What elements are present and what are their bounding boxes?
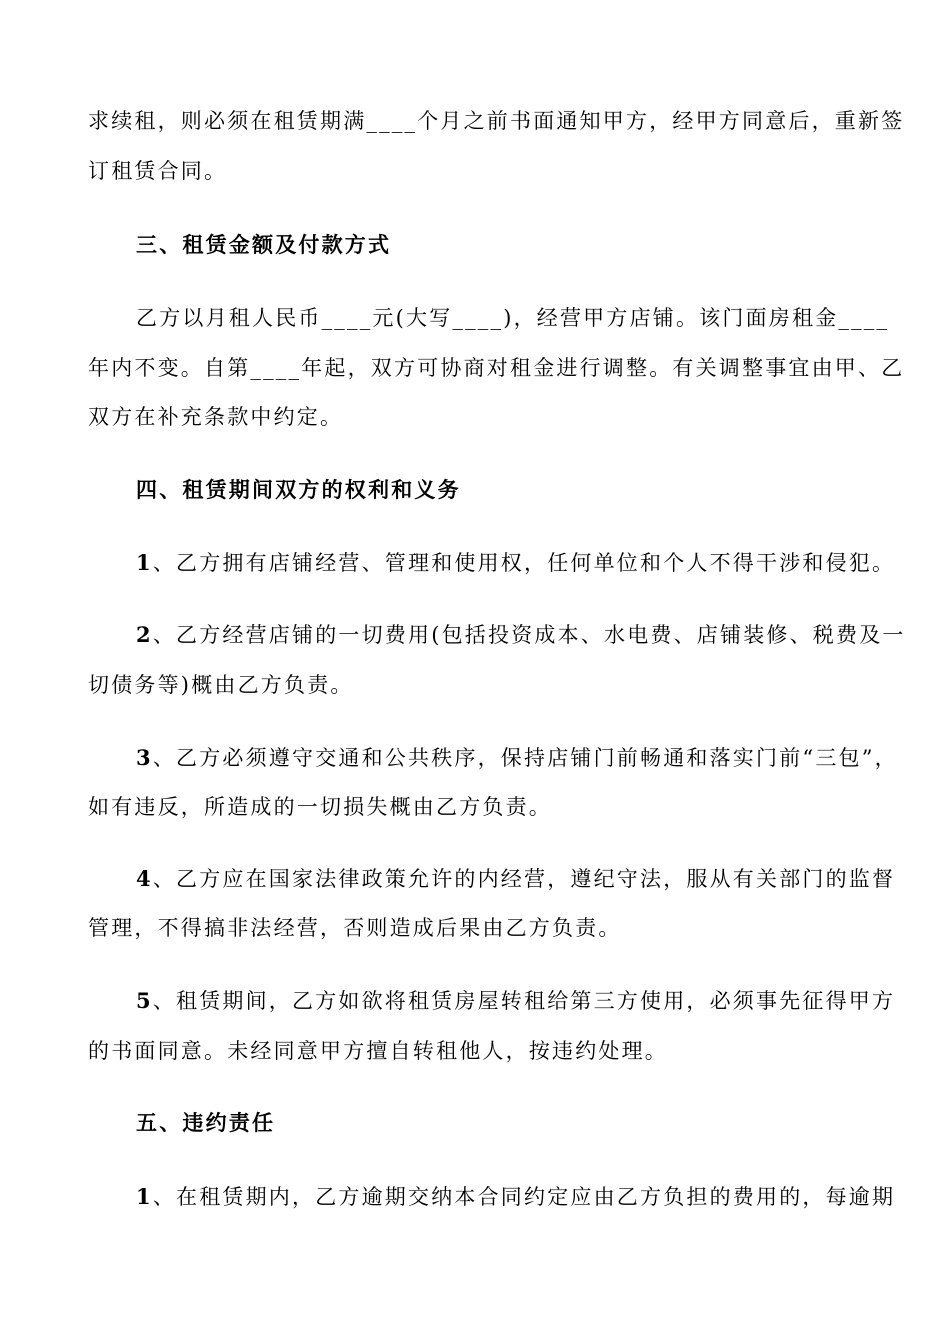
list-item-2 — [136, 620, 906, 650]
section-heading-3: 三、租赁金额及付款方式 — [136, 232, 392, 257]
item-text: 、租赁期间，乙方如欲将租赁房屋转租给第三方使用，必须事先征得甲方 — [152, 989, 896, 1013]
item-text: 、乙方必须遵守交通和公共秩序，保持店铺门前畅通和落实门前“三包”， — [152, 746, 898, 770]
item-number: 5 — [136, 988, 153, 1013]
paragraph-line: 双方在补充条款中约定。 — [88, 405, 344, 429]
paragraph-line: 的书面同意。未经同意甲方擅自转租他人，按违约处理。 — [88, 1039, 668, 1063]
paragraph-line: 年内不变。自第____年起，双方可协商对租金进行调整。有关调整事宜由甲、乙 — [88, 356, 905, 380]
section-heading-4: 四、租赁期间双方的权利和义务 — [136, 477, 461, 502]
item-number: 1 — [136, 550, 153, 575]
item-text: 、在租赁期内，乙方逾期交纳本合同约定应由乙方负担的费用的，每逾期 — [152, 1185, 896, 1209]
paragraph-line: 管理，不得搞非法经营，否则造成后果由乙方负责。 — [88, 916, 622, 940]
item-number: 1 — [136, 1184, 153, 1209]
list-item-1 — [136, 548, 896, 578]
item-text: 、乙方应在国家法律政策允许的内经营，遵纪守法，服从有关部门的监督 — [152, 867, 896, 891]
paragraph-line: 订租赁合同。 — [88, 159, 228, 183]
item-number: 3 — [136, 745, 153, 770]
section-heading-5: 五、违约责任 — [136, 1110, 276, 1135]
list-item-3 — [136, 743, 898, 773]
list-item-4 — [136, 864, 896, 894]
list-item-5 — [136, 986, 896, 1016]
item-number: 4 — [136, 866, 153, 891]
item-number: 2 — [136, 622, 153, 647]
item-text: 、乙方经营店铺的一切费用(包括投资成本、水电费、店铺装修、税费及一 — [152, 623, 906, 647]
paragraph-line: 如有违反，所造成的一切损失概由乙方负责。 — [88, 795, 552, 819]
list-item-penalty-1 — [136, 1182, 896, 1212]
paragraph-line: 求续租，则必须在租赁期满____个月之前书面通知甲方，经甲方同意后，重新签 — [88, 109, 905, 133]
paragraph-line: 切债务等)概由乙方负责。 — [88, 673, 354, 697]
paragraph-line: 乙方以月租人民币____元(大写____)，经营甲方店铺。该门面房租金____ — [136, 306, 890, 330]
item-text: 、乙方拥有店铺经营、管理和使用权，任何单位和个人不得干涉和侵犯。 — [152, 551, 896, 575]
